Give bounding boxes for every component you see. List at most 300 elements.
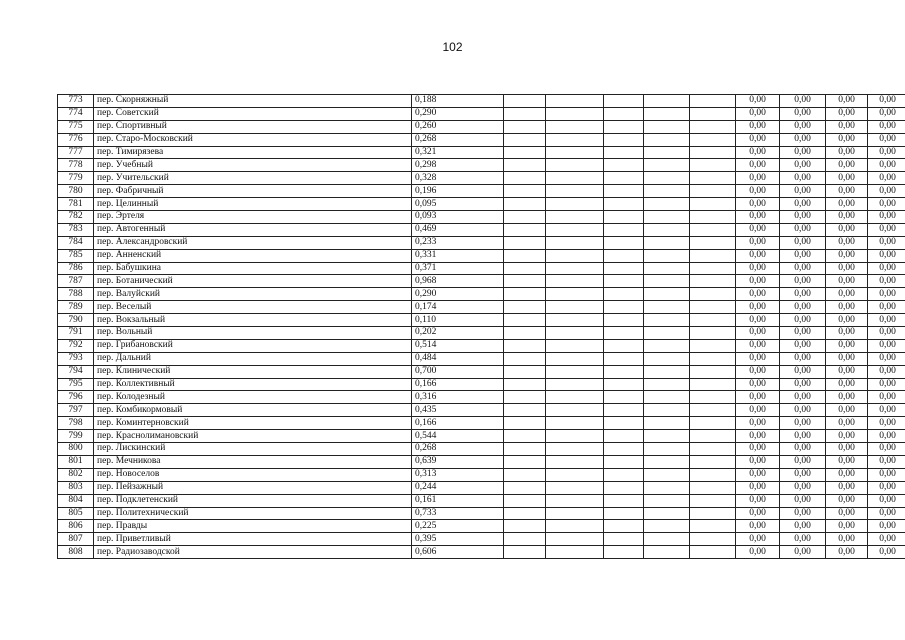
empty-cell	[690, 417, 736, 430]
value-cell: 0,00	[736, 223, 780, 236]
empty-cell	[690, 404, 736, 417]
value-cell: 0,00	[780, 301, 826, 314]
value-cell: 0,00	[780, 185, 826, 198]
table-row	[58, 120, 905, 133]
length-cell: 0,606	[412, 546, 504, 559]
length-cell: 0,435	[412, 404, 504, 417]
value-cell: 0,00	[868, 378, 905, 391]
empty-cell	[690, 133, 736, 146]
value-cell: 0,00	[868, 146, 905, 159]
row-number-cell: 776	[58, 133, 94, 146]
empty-cell	[690, 159, 736, 172]
empty-cell	[644, 133, 690, 146]
value-cell: 0,00	[868, 314, 905, 327]
value-cell: 0,00	[868, 249, 905, 262]
table-row	[58, 378, 905, 391]
length-cell: 0,733	[412, 507, 504, 520]
length-cell: 0,244	[412, 481, 504, 494]
row-number-cell: 798	[58, 417, 94, 430]
road-table	[57, 94, 905, 559]
empty-cell	[504, 507, 546, 520]
empty-cell	[690, 352, 736, 365]
length-cell: 0,161	[412, 494, 504, 507]
street-name-cell: пер. Эртеля	[94, 211, 412, 224]
value-cell: 0,00	[868, 481, 905, 494]
street-name-cell: пер. Дальний	[94, 352, 412, 365]
street-name-cell: пер. Автогенный	[94, 223, 412, 236]
street-name-cell: пер. Учебный	[94, 159, 412, 172]
length-cell: 0,093	[412, 211, 504, 224]
empty-cell	[690, 120, 736, 133]
empty-cell	[504, 430, 546, 443]
empty-cell	[504, 198, 546, 211]
value-cell: 0,00	[736, 107, 780, 120]
value-cell: 0,00	[826, 198, 868, 211]
page-number: 102	[442, 40, 463, 54]
table-row	[58, 443, 905, 456]
empty-cell	[604, 494, 644, 507]
street-name-cell: пер. Коллективный	[94, 378, 412, 391]
empty-cell	[504, 172, 546, 185]
table-row	[58, 546, 905, 559]
value-cell: 0,00	[736, 172, 780, 185]
table-row	[58, 365, 905, 378]
empty-cell	[690, 494, 736, 507]
empty-cell	[504, 211, 546, 224]
row-number-cell: 774	[58, 107, 94, 120]
empty-cell	[604, 404, 644, 417]
empty-cell	[546, 159, 604, 172]
value-cell: 0,00	[868, 430, 905, 443]
empty-cell	[644, 378, 690, 391]
empty-cell	[604, 365, 644, 378]
empty-cell	[504, 133, 546, 146]
empty-cell	[504, 249, 546, 262]
empty-cell	[546, 391, 604, 404]
row-number-cell: 787	[58, 275, 94, 288]
value-cell: 0,00	[826, 133, 868, 146]
length-cell: 0,268	[412, 443, 504, 456]
empty-cell	[644, 417, 690, 430]
value-cell: 0,00	[826, 211, 868, 224]
empty-cell	[546, 198, 604, 211]
row-number-cell: 789	[58, 301, 94, 314]
value-cell: 0,00	[868, 327, 905, 340]
empty-cell	[644, 223, 690, 236]
empty-cell	[604, 507, 644, 520]
empty-cell	[644, 249, 690, 262]
value-cell: 0,00	[826, 378, 868, 391]
empty-cell	[690, 301, 736, 314]
empty-cell	[546, 288, 604, 301]
value-cell: 0,00	[868, 339, 905, 352]
street-name-cell: пер. Фабричный	[94, 185, 412, 198]
empty-cell	[504, 417, 546, 430]
empty-cell	[690, 365, 736, 378]
value-cell: 0,00	[826, 262, 868, 275]
empty-cell	[644, 339, 690, 352]
empty-cell	[604, 391, 644, 404]
table-row	[58, 507, 905, 520]
empty-cell	[546, 327, 604, 340]
row-number-cell: 797	[58, 404, 94, 417]
empty-cell	[604, 301, 644, 314]
empty-cell	[644, 520, 690, 533]
empty-cell	[546, 249, 604, 262]
empty-cell	[546, 494, 604, 507]
table-row	[58, 211, 905, 224]
empty-cell	[604, 288, 644, 301]
value-cell: 0,00	[736, 339, 780, 352]
value-cell: 0,00	[868, 468, 905, 481]
empty-cell	[690, 198, 736, 211]
street-name-cell: пер. Краснолимановский	[94, 430, 412, 443]
empty-cell	[644, 468, 690, 481]
empty-cell	[690, 172, 736, 185]
value-cell: 0,00	[736, 198, 780, 211]
value-cell: 0,00	[826, 352, 868, 365]
table-row	[58, 288, 905, 301]
table-row	[58, 494, 905, 507]
empty-cell	[546, 468, 604, 481]
empty-cell	[690, 314, 736, 327]
value-cell: 0,00	[736, 365, 780, 378]
value-cell: 0,00	[868, 133, 905, 146]
empty-cell	[644, 236, 690, 249]
value-cell: 0,00	[780, 288, 826, 301]
value-cell: 0,00	[826, 327, 868, 340]
value-cell: 0,00	[780, 443, 826, 456]
empty-cell	[644, 198, 690, 211]
value-cell: 0,00	[826, 391, 868, 404]
empty-cell	[604, 146, 644, 159]
value-cell: 0,00	[826, 494, 868, 507]
length-cell: 0,166	[412, 417, 504, 430]
street-name-cell: пер. Лискинский	[94, 443, 412, 456]
street-name-cell: пер. Грибановский	[94, 339, 412, 352]
value-cell: 0,00	[780, 262, 826, 275]
street-name-cell: пер. Пейзажный	[94, 481, 412, 494]
empty-cell	[690, 236, 736, 249]
empty-cell	[504, 236, 546, 249]
length-cell: 0,321	[412, 146, 504, 159]
value-cell: 0,00	[736, 404, 780, 417]
value-cell: 0,00	[826, 443, 868, 456]
empty-cell	[644, 185, 690, 198]
value-cell: 0,00	[736, 455, 780, 468]
value-cell: 0,00	[780, 468, 826, 481]
street-name-cell: пер. Вокзальный	[94, 314, 412, 327]
empty-cell	[604, 339, 644, 352]
street-name-cell: пер. Колодезный	[94, 391, 412, 404]
empty-cell	[644, 288, 690, 301]
empty-cell	[546, 404, 604, 417]
empty-cell	[644, 443, 690, 456]
value-cell: 0,00	[868, 120, 905, 133]
length-cell: 0,469	[412, 223, 504, 236]
empty-cell	[644, 494, 690, 507]
value-cell: 0,00	[780, 275, 826, 288]
empty-cell	[604, 520, 644, 533]
length-cell: 0,233	[412, 236, 504, 249]
value-cell: 0,00	[868, 391, 905, 404]
street-name-cell: пер. Коминтерновский	[94, 417, 412, 430]
row-number-cell: 777	[58, 146, 94, 159]
row-number-cell: 782	[58, 211, 94, 224]
empty-cell	[604, 430, 644, 443]
empty-cell	[504, 146, 546, 159]
row-number-cell: 802	[58, 468, 94, 481]
empty-cell	[546, 95, 604, 108]
empty-cell	[504, 443, 546, 456]
empty-cell	[644, 404, 690, 417]
value-cell: 0,00	[826, 146, 868, 159]
table-row	[58, 262, 905, 275]
value-cell: 0,00	[826, 481, 868, 494]
empty-cell	[604, 249, 644, 262]
value-cell: 0,00	[780, 236, 826, 249]
empty-cell	[546, 417, 604, 430]
value-cell: 0,00	[736, 95, 780, 108]
row-number-cell: 781	[58, 198, 94, 211]
value-cell: 0,00	[780, 430, 826, 443]
empty-cell	[504, 391, 546, 404]
empty-cell	[604, 95, 644, 108]
value-cell: 0,00	[868, 288, 905, 301]
table-row	[58, 520, 905, 533]
row-number-cell: 788	[58, 288, 94, 301]
table-row	[58, 146, 905, 159]
length-cell: 0,202	[412, 327, 504, 340]
table-row	[58, 314, 905, 327]
table-row	[58, 327, 905, 340]
value-cell: 0,00	[868, 546, 905, 559]
value-cell: 0,00	[736, 352, 780, 365]
table-row	[58, 107, 905, 120]
value-cell: 0,00	[780, 172, 826, 185]
empty-cell	[504, 314, 546, 327]
empty-cell	[504, 365, 546, 378]
empty-cell	[504, 481, 546, 494]
value-cell: 0,00	[826, 455, 868, 468]
empty-cell	[604, 443, 644, 456]
row-number-cell: 794	[58, 365, 94, 378]
table-row	[58, 391, 905, 404]
empty-cell	[604, 327, 644, 340]
value-cell: 0,00	[736, 262, 780, 275]
length-cell: 0,514	[412, 339, 504, 352]
empty-cell	[604, 314, 644, 327]
table-body	[58, 95, 905, 559]
empty-cell	[604, 378, 644, 391]
value-cell: 0,00	[826, 107, 868, 120]
table-row	[58, 339, 905, 352]
row-number-cell: 775	[58, 120, 94, 133]
table-row	[58, 185, 905, 198]
value-cell: 0,00	[826, 95, 868, 108]
value-cell: 0,00	[826, 533, 868, 546]
street-name-cell: пер. Правды	[94, 520, 412, 533]
value-cell: 0,00	[780, 107, 826, 120]
table-row	[58, 223, 905, 236]
empty-cell	[604, 120, 644, 133]
empty-cell	[546, 301, 604, 314]
value-cell: 0,00	[826, 120, 868, 133]
value-cell: 0,00	[826, 546, 868, 559]
value-cell: 0,00	[780, 146, 826, 159]
value-cell: 0,00	[826, 520, 868, 533]
value-cell: 0,00	[736, 533, 780, 546]
length-cell: 0,484	[412, 352, 504, 365]
length-cell: 0,544	[412, 430, 504, 443]
empty-cell	[644, 159, 690, 172]
empty-cell	[604, 417, 644, 430]
row-number-cell: 803	[58, 481, 94, 494]
empty-cell	[504, 288, 546, 301]
table-row	[58, 455, 905, 468]
empty-cell	[504, 327, 546, 340]
value-cell: 0,00	[826, 223, 868, 236]
empty-cell	[644, 430, 690, 443]
value-cell: 0,00	[736, 327, 780, 340]
value-cell: 0,00	[780, 352, 826, 365]
value-cell: 0,00	[736, 211, 780, 224]
value-cell: 0,00	[736, 133, 780, 146]
empty-cell	[644, 95, 690, 108]
row-number-cell: 799	[58, 430, 94, 443]
length-cell: 0,639	[412, 455, 504, 468]
length-cell: 0,260	[412, 120, 504, 133]
value-cell: 0,00	[736, 314, 780, 327]
value-cell: 0,00	[826, 339, 868, 352]
empty-cell	[690, 520, 736, 533]
value-cell: 0,00	[826, 159, 868, 172]
empty-cell	[690, 481, 736, 494]
empty-cell	[690, 533, 736, 546]
empty-cell	[604, 159, 644, 172]
row-number-cell: 796	[58, 391, 94, 404]
street-name-cell: пер. Мечникова	[94, 455, 412, 468]
table-row	[58, 481, 905, 494]
empty-cell	[604, 533, 644, 546]
length-cell: 0,298	[412, 159, 504, 172]
length-cell: 0,290	[412, 107, 504, 120]
empty-cell	[690, 468, 736, 481]
empty-cell	[546, 223, 604, 236]
street-name-cell: пер. Подклетенский	[94, 494, 412, 507]
empty-cell	[690, 262, 736, 275]
empty-cell	[546, 507, 604, 520]
empty-cell	[644, 172, 690, 185]
row-number-cell: 795	[58, 378, 94, 391]
table-row	[58, 430, 905, 443]
value-cell: 0,00	[780, 378, 826, 391]
length-cell: 0,196	[412, 185, 504, 198]
value-cell: 0,00	[736, 185, 780, 198]
length-cell: 0,371	[412, 262, 504, 275]
street-name-cell: пер. Комбикормовый	[94, 404, 412, 417]
value-cell: 0,00	[780, 211, 826, 224]
street-name-cell: пер. Валуйский	[94, 288, 412, 301]
length-cell: 0,328	[412, 172, 504, 185]
value-cell: 0,00	[780, 455, 826, 468]
empty-cell	[644, 507, 690, 520]
empty-cell	[604, 262, 644, 275]
empty-cell	[504, 494, 546, 507]
value-cell: 0,00	[736, 249, 780, 262]
length-cell: 0,313	[412, 468, 504, 481]
table-row	[58, 275, 905, 288]
value-cell: 0,00	[826, 404, 868, 417]
value-cell: 0,00	[826, 468, 868, 481]
empty-cell	[604, 107, 644, 120]
empty-cell	[690, 327, 736, 340]
empty-cell	[644, 301, 690, 314]
empty-cell	[504, 378, 546, 391]
value-cell: 0,00	[826, 507, 868, 520]
value-cell: 0,00	[736, 468, 780, 481]
street-name-cell: пер. Анненский	[94, 249, 412, 262]
value-cell: 0,00	[736, 120, 780, 133]
value-cell: 0,00	[780, 404, 826, 417]
value-cell: 0,00	[736, 275, 780, 288]
value-cell: 0,00	[780, 365, 826, 378]
value-cell: 0,00	[868, 198, 905, 211]
empty-cell	[504, 404, 546, 417]
row-number-cell: 808	[58, 546, 94, 559]
value-cell: 0,00	[780, 249, 826, 262]
empty-cell	[644, 314, 690, 327]
value-cell: 0,00	[868, 262, 905, 275]
empty-cell	[546, 443, 604, 456]
street-name-cell: пер. Новоселов	[94, 468, 412, 481]
empty-cell	[546, 430, 604, 443]
length-cell: 0,110	[412, 314, 504, 327]
empty-cell	[546, 533, 604, 546]
street-name-cell: пер. Скорняжный	[94, 95, 412, 108]
row-number-cell: 793	[58, 352, 94, 365]
value-cell: 0,00	[780, 133, 826, 146]
value-cell: 0,00	[736, 546, 780, 559]
value-cell: 0,00	[736, 443, 780, 456]
value-cell: 0,00	[736, 146, 780, 159]
value-cell: 0,00	[736, 430, 780, 443]
empty-cell	[690, 430, 736, 443]
table-row	[58, 301, 905, 314]
table-row	[58, 172, 905, 185]
value-cell: 0,00	[780, 95, 826, 108]
empty-cell	[690, 185, 736, 198]
street-name-cell: пер. Александровский	[94, 236, 412, 249]
street-name-cell: пер. Спортивный	[94, 120, 412, 133]
empty-cell	[504, 159, 546, 172]
value-cell: 0,00	[868, 520, 905, 533]
street-name-cell: пер. Веселый	[94, 301, 412, 314]
row-number-cell: 779	[58, 172, 94, 185]
value-cell: 0,00	[826, 314, 868, 327]
length-cell: 0,290	[412, 288, 504, 301]
empty-cell	[604, 546, 644, 559]
row-number-cell: 805	[58, 507, 94, 520]
value-cell: 0,00	[868, 236, 905, 249]
row-number-cell: 800	[58, 443, 94, 456]
empty-cell	[546, 146, 604, 159]
length-cell: 0,316	[412, 391, 504, 404]
empty-cell	[504, 468, 546, 481]
empty-cell	[546, 455, 604, 468]
row-number-cell: 790	[58, 314, 94, 327]
value-cell: 0,00	[868, 275, 905, 288]
